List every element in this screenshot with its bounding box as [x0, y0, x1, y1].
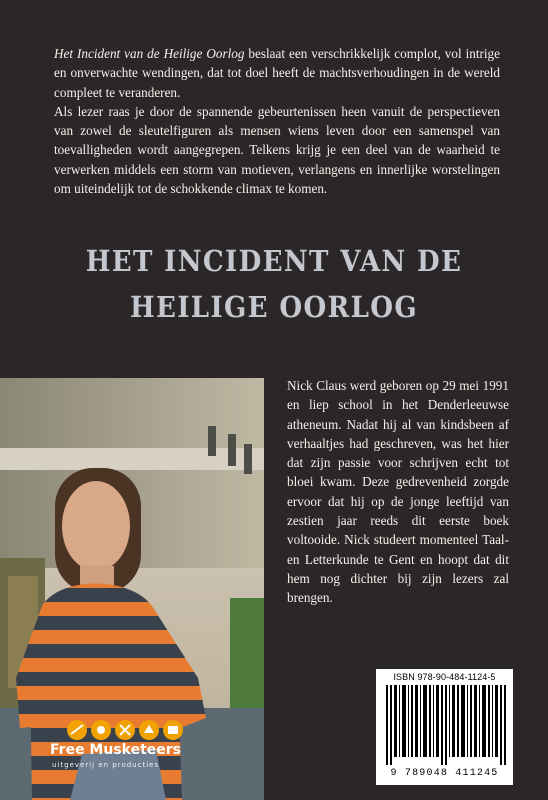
blurb-paragraph-2: Als lezer raas je door de spannende gebeurtenissen heen vanuit de perspectieven van zowel de sleutelfiguren als mensen wiens leven door een samenspel van toevalligheden wordt aangegrepen. Telkens krijg je een deel van de waarheid te verwerken middels een storm van motieven, verlangens en innerlijke worstelingen om uiteindelijk tot de schokkende climax te komen. [54, 103, 500, 197]
musketeer-icon-4 [139, 720, 159, 740]
author-bio-text: Nick Claus werd geboren op 29 mei 1991 en liep school in het Denderleeuwse atheneum. Nadat hij al van kindsbeen af verhaaltjes had geschreven, was het hier dat zijn passie voor schrijven echt tot bloei kwam. Deze gedrevenheid zorgde ervoor dat hij op de jonge leeftijd van zestien jaar reeds dit eerste boek voltooide. Nick studeert momenteel Taal- en Letterkunde te Gent en hoopt dat dit hem nog dichter bij zijn lezers zal brengen. [287, 378, 509, 606]
musketeer-icon-5 [163, 720, 183, 740]
book-title-line-1: HET INCIDENT VAN DE [85, 244, 463, 278]
book-title-line-2: HEILIGE OORLOG [129, 290, 419, 324]
publisher-tagline: uitgeverij en producties [52, 761, 160, 769]
book-title [63, 238, 484, 330]
blurb-paragraph-1 [54, 44, 500, 102]
musketeer-icon-1 [67, 720, 87, 740]
musketeer-icon-3 [115, 720, 135, 740]
barcode-icon [384, 685, 506, 765]
publisher-logo [50, 718, 220, 778]
blurb-book-title: Het Incident van de Heilige Oorlog [54, 46, 245, 61]
publisher-icons [65, 718, 185, 742]
isbn-barcode [376, 669, 513, 785]
musketeer-icon-2 [91, 720, 111, 740]
publisher-name: Free Musketeers [50, 742, 182, 758]
blurb-text [54, 44, 500, 198]
isbn-label: ISBN 978-90-484-1124-5 [393, 672, 496, 682]
blurb-paragraph-1-text: beslaat een verschrikkelijk complot, vol intrige en onverwachte wendingen, dat tot doel heeft de machtsverhoudingen in de wereld compleet te veranderen. [54, 46, 501, 100]
barcode-digits: 9 789048 411245 [390, 768, 499, 779]
author-bio [287, 376, 509, 608]
